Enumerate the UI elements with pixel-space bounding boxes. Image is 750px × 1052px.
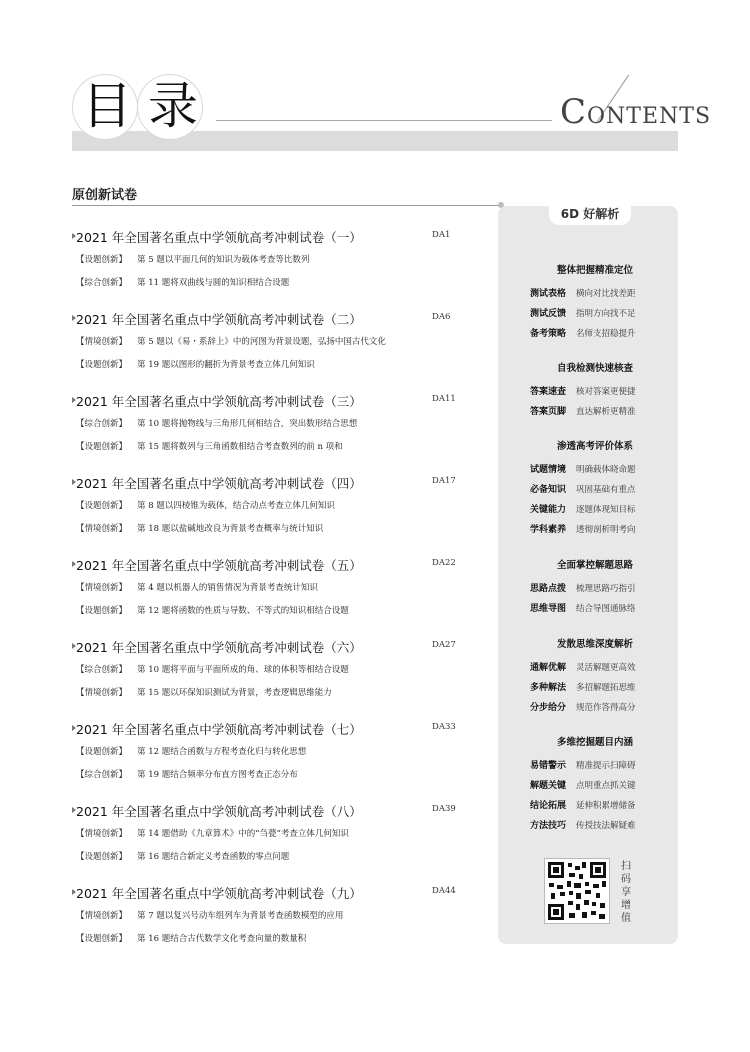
note-tag: 【设题创新】: [76, 360, 128, 370]
feature-group: [530, 559, 660, 619]
toc-entry[interactable]: [72, 802, 502, 884]
feature-group: [530, 736, 660, 836]
feature-item: [530, 304, 660, 324]
group-title-text: 多维挖掘题目内涵: [556, 737, 633, 748]
entry-note: [76, 768, 298, 780]
note-tag: 【情境创新】: [76, 524, 128, 534]
panel-heading: 6D 好解析: [549, 203, 631, 225]
feature-key: 易错警示: [530, 761, 567, 771]
feature-key: 测试反馈: [530, 309, 567, 319]
feature-key: 分步给分: [530, 703, 567, 713]
note-text: 第 15 题以环保知识测试为背景，考查逻辑思维能力: [137, 688, 332, 698]
note-text: 第 16 题结合古代数学文化考查向量的数量积: [137, 934, 307, 944]
feature-desc: 点明重点抓关键: [576, 781, 636, 791]
group-title-text: 自我检测快速核查: [556, 363, 633, 374]
feature-desc: 传授技法解疑难: [576, 821, 636, 831]
group-title: [530, 362, 660, 376]
toc-entry[interactable]: [72, 392, 502, 474]
feature-item: [530, 402, 660, 422]
toc-entry[interactable]: [72, 556, 502, 638]
entry-title[interactable]: 2021 年全国著名重点中学领航高考冲刺试卷（四）: [76, 476, 362, 491]
feature-item: [530, 520, 660, 540]
entry-note: [76, 745, 306, 757]
note-tag: 【设题创新】: [76, 934, 128, 944]
entry-note: [76, 358, 315, 370]
entry-note: [76, 686, 332, 698]
note-text: 第 12 题结合函数与方程考查化归与转化思想: [137, 747, 307, 757]
group-title-text: 发散思维深度解析: [556, 639, 633, 650]
entry-note: [76, 499, 335, 511]
entry-note: [76, 522, 323, 534]
note-text: 第 5 题以《易・系辞上》中的河图为背景设题，弘扬中国古代文化: [137, 337, 386, 347]
entry-note: [76, 440, 343, 452]
feature-item: [530, 658, 660, 678]
note-text: 第 5 题以平面几何的知识为载体考查等比数列: [137, 255, 310, 265]
entry-page[interactable]: DA39: [432, 804, 456, 814]
feature-item: [530, 500, 660, 520]
note-text: 第 8 题以四棱锥为载体，结合动点考查立体几何知识: [137, 501, 335, 511]
contents-label: [560, 92, 711, 132]
feature-group: [530, 362, 660, 422]
feature-item: [530, 796, 660, 816]
group-title-text: 渗透高考评价体系: [556, 441, 633, 452]
feature-item: [530, 678, 660, 698]
contents-rest: ONTENTS: [587, 104, 712, 129]
note-text: 第 4 题以机器人的销售情况为背景考查统计知识: [137, 583, 318, 593]
header-divider: [216, 120, 552, 121]
note-tag: 【设题创新】: [76, 606, 128, 616]
feature-key: 必备知识: [530, 485, 567, 495]
feature-group: [530, 440, 660, 540]
entry-page[interactable]: DA27: [432, 640, 456, 650]
entry-page[interactable]: DA44: [432, 886, 456, 896]
feature-item: [530, 756, 660, 776]
group-title-text: 全面掌控解题思路: [556, 560, 633, 571]
entry-note: [76, 663, 349, 675]
feature-key: 通解优解: [530, 663, 567, 673]
feature-key: 思维导图: [530, 604, 567, 614]
toc-entry[interactable]: [72, 638, 502, 720]
entry-note: [76, 581, 318, 593]
note-tag: 【综合创新】: [76, 278, 128, 288]
note-text: 第 19 题结合频率分布直方图考查正态分布: [137, 770, 298, 780]
note-tag: 【综合创新】: [76, 419, 128, 429]
note-tag: 【设题创新】: [76, 852, 128, 862]
entry-title[interactable]: 2021 年全国著名重点中学领航高考冲刺试卷（八）: [76, 804, 362, 819]
feature-key: 备考策略: [530, 329, 567, 339]
group-title: [530, 559, 660, 573]
entry-page[interactable]: DA6: [432, 312, 451, 322]
feature-desc: 逐题体现知目标: [576, 505, 636, 515]
note-text: 第 14 题借助《九章算术》中的“刍甍”考查立体几何知识: [137, 829, 349, 839]
feature-key: 测试表格: [530, 289, 567, 299]
toc-list: [72, 228, 502, 966]
entry-page[interactable]: DA22: [432, 558, 456, 568]
group-title: [530, 440, 660, 454]
note-text: 第 18 题以盐碱地改良为背景考查概率与统计知识: [137, 524, 324, 534]
entry-page[interactable]: DA1: [432, 230, 451, 240]
feature-key: 结论拓展: [530, 801, 567, 811]
note-tag: 【设题创新】: [76, 501, 128, 511]
feature-item: [530, 284, 660, 304]
entry-title[interactable]: 2021 年全国著名重点中学领航高考冲刺试卷（三）: [76, 394, 362, 409]
note-tag: 【情境创新】: [76, 829, 128, 839]
note-text: 第 19 题以图形的翻折为背景考查立体几何知识: [137, 360, 315, 370]
qr-code[interactable]: [544, 858, 610, 924]
note-tag: 【综合创新】: [76, 770, 128, 780]
note-text: 第 16 题结合新定义考查函数的零点问题: [137, 852, 290, 862]
feature-desc: 梳理思路巧指引: [576, 584, 636, 594]
entry-title[interactable]: 2021 年全国著名重点中学领航高考冲刺试卷（九）: [76, 886, 362, 901]
group-title-text: 整体把握精准定位: [556, 265, 633, 276]
feature-item: [530, 480, 660, 500]
group-title: [530, 736, 660, 750]
note-tag: 【情境创新】: [76, 337, 128, 347]
feature-item: [530, 599, 660, 619]
note-tag: 【情境创新】: [76, 583, 128, 593]
note-tag: 【情境创新】: [76, 688, 128, 698]
note-text: 第 15 题将数列与三角函数相结合考查数列的前 n 项和: [137, 442, 343, 452]
feature-group: [530, 638, 660, 718]
section-title: 原创新试卷: [72, 188, 138, 203]
page-title-char: 录: [148, 77, 198, 135]
feature-desc: 灵活解题更高效: [576, 663, 636, 673]
feature-desc: 多招解题拓思维: [576, 683, 636, 693]
entry-note: [76, 932, 306, 944]
toc-entry[interactable]: [72, 310, 502, 392]
toc-entry[interactable]: [72, 884, 502, 966]
feature-key: 解题关键: [530, 781, 567, 791]
feature-desc: 核对答案更便捷: [576, 387, 636, 397]
group-title: [530, 638, 660, 652]
group-title: [530, 264, 660, 278]
entry-note: [76, 909, 343, 921]
feature-key: 关键能力: [530, 505, 567, 515]
qr-pattern: [545, 859, 609, 923]
note-text: 第 12 题将函数的性质与导数、不等式的知识相结合设题: [137, 606, 349, 616]
entry-note: [76, 417, 357, 429]
entry-title[interactable]: 2021 年全国著名重点中学领航高考冲刺试卷（七）: [76, 722, 362, 737]
note-text: 第 10 题将平面与平面所成的角、球的体积等相结合设题: [137, 665, 349, 675]
section-divider: [72, 205, 498, 206]
feature-desc: 规范作答得高分: [576, 703, 636, 713]
page-title-char: 目: [82, 77, 132, 135]
note-text: 第 7 题以复兴号动车组列车为背景考查函数模型的应用: [137, 911, 344, 921]
entry-page[interactable]: DA17: [432, 476, 456, 486]
entry-note: [76, 276, 289, 288]
toc-entry[interactable]: [72, 720, 502, 802]
feature-key: 学科素养: [530, 525, 567, 535]
feature-desc: 透彻剖析明考向: [576, 525, 636, 535]
feature-item: [530, 324, 660, 344]
entry-title[interactable]: 2021 年全国著名重点中学领航高考冲刺试卷（一）: [76, 230, 362, 245]
feature-key: 方法技巧: [530, 821, 567, 831]
entry-note: [76, 850, 289, 862]
note-tag: 【设题创新】: [76, 747, 128, 757]
feature-item: [530, 698, 660, 718]
note-text: 第 10 题将抛物线与三角形几何相结合，突出数形结合思想: [137, 419, 358, 429]
entry-title[interactable]: 2021 年全国著名重点中学领航高考冲刺试卷（五）: [76, 558, 362, 573]
contents-initial: C: [560, 92, 588, 132]
feature-item: [530, 382, 660, 402]
feature-desc: 指明方向找不足: [576, 309, 636, 319]
feature-desc: 精准提示扫障碍: [576, 761, 636, 771]
qr-caption: 扫码享增值: [621, 861, 631, 924]
feature-item: [530, 579, 660, 599]
feature-desc: 名师支招稳提升: [576, 329, 636, 339]
entry-page[interactable]: DA33: [432, 722, 456, 732]
feature-desc: 巩固基础有重点: [576, 485, 636, 495]
note-tag: 【综合创新】: [76, 665, 128, 675]
feature-desc: 结合导图通脉络: [576, 604, 636, 614]
entry-note: [76, 604, 349, 616]
entry-note: [76, 827, 349, 839]
feature-desc: 明确载体晓命题: [576, 465, 636, 475]
toc-entry[interactable]: [72, 228, 502, 310]
feature-item: [530, 460, 660, 480]
feature-key: 答案速查: [530, 387, 567, 397]
feature-key: 思路点拨: [530, 584, 567, 594]
toc-entry[interactable]: [72, 474, 502, 556]
feature-group: [530, 264, 660, 344]
feature-desc: 延伸积累增储备: [576, 801, 636, 811]
feature-key: 试题情境: [530, 465, 567, 475]
note-tag: 【设题创新】: [76, 255, 128, 265]
feature-desc: 直达解析更精准: [576, 407, 636, 417]
feature-key: 多种解法: [530, 683, 567, 693]
feature-desc: 横向对比找差距: [576, 289, 636, 299]
note-text: 第 11 题将双曲线与圆的知识相结合设题: [137, 278, 290, 288]
feature-item: [530, 776, 660, 796]
entry-note: [76, 335, 386, 347]
entry-title[interactable]: 2021 年全国著名重点中学领航高考冲刺试卷（二）: [76, 312, 362, 327]
entry-page[interactable]: DA11: [432, 394, 456, 404]
note-tag: 【情境创新】: [76, 911, 128, 921]
note-tag: 【设题创新】: [76, 442, 128, 452]
entry-title[interactable]: 2021 年全国著名重点中学领航高考冲刺试卷（六）: [76, 640, 362, 655]
entry-note: [76, 253, 309, 265]
feature-item: [530, 816, 660, 836]
feature-key: 答案页脚: [530, 407, 567, 417]
